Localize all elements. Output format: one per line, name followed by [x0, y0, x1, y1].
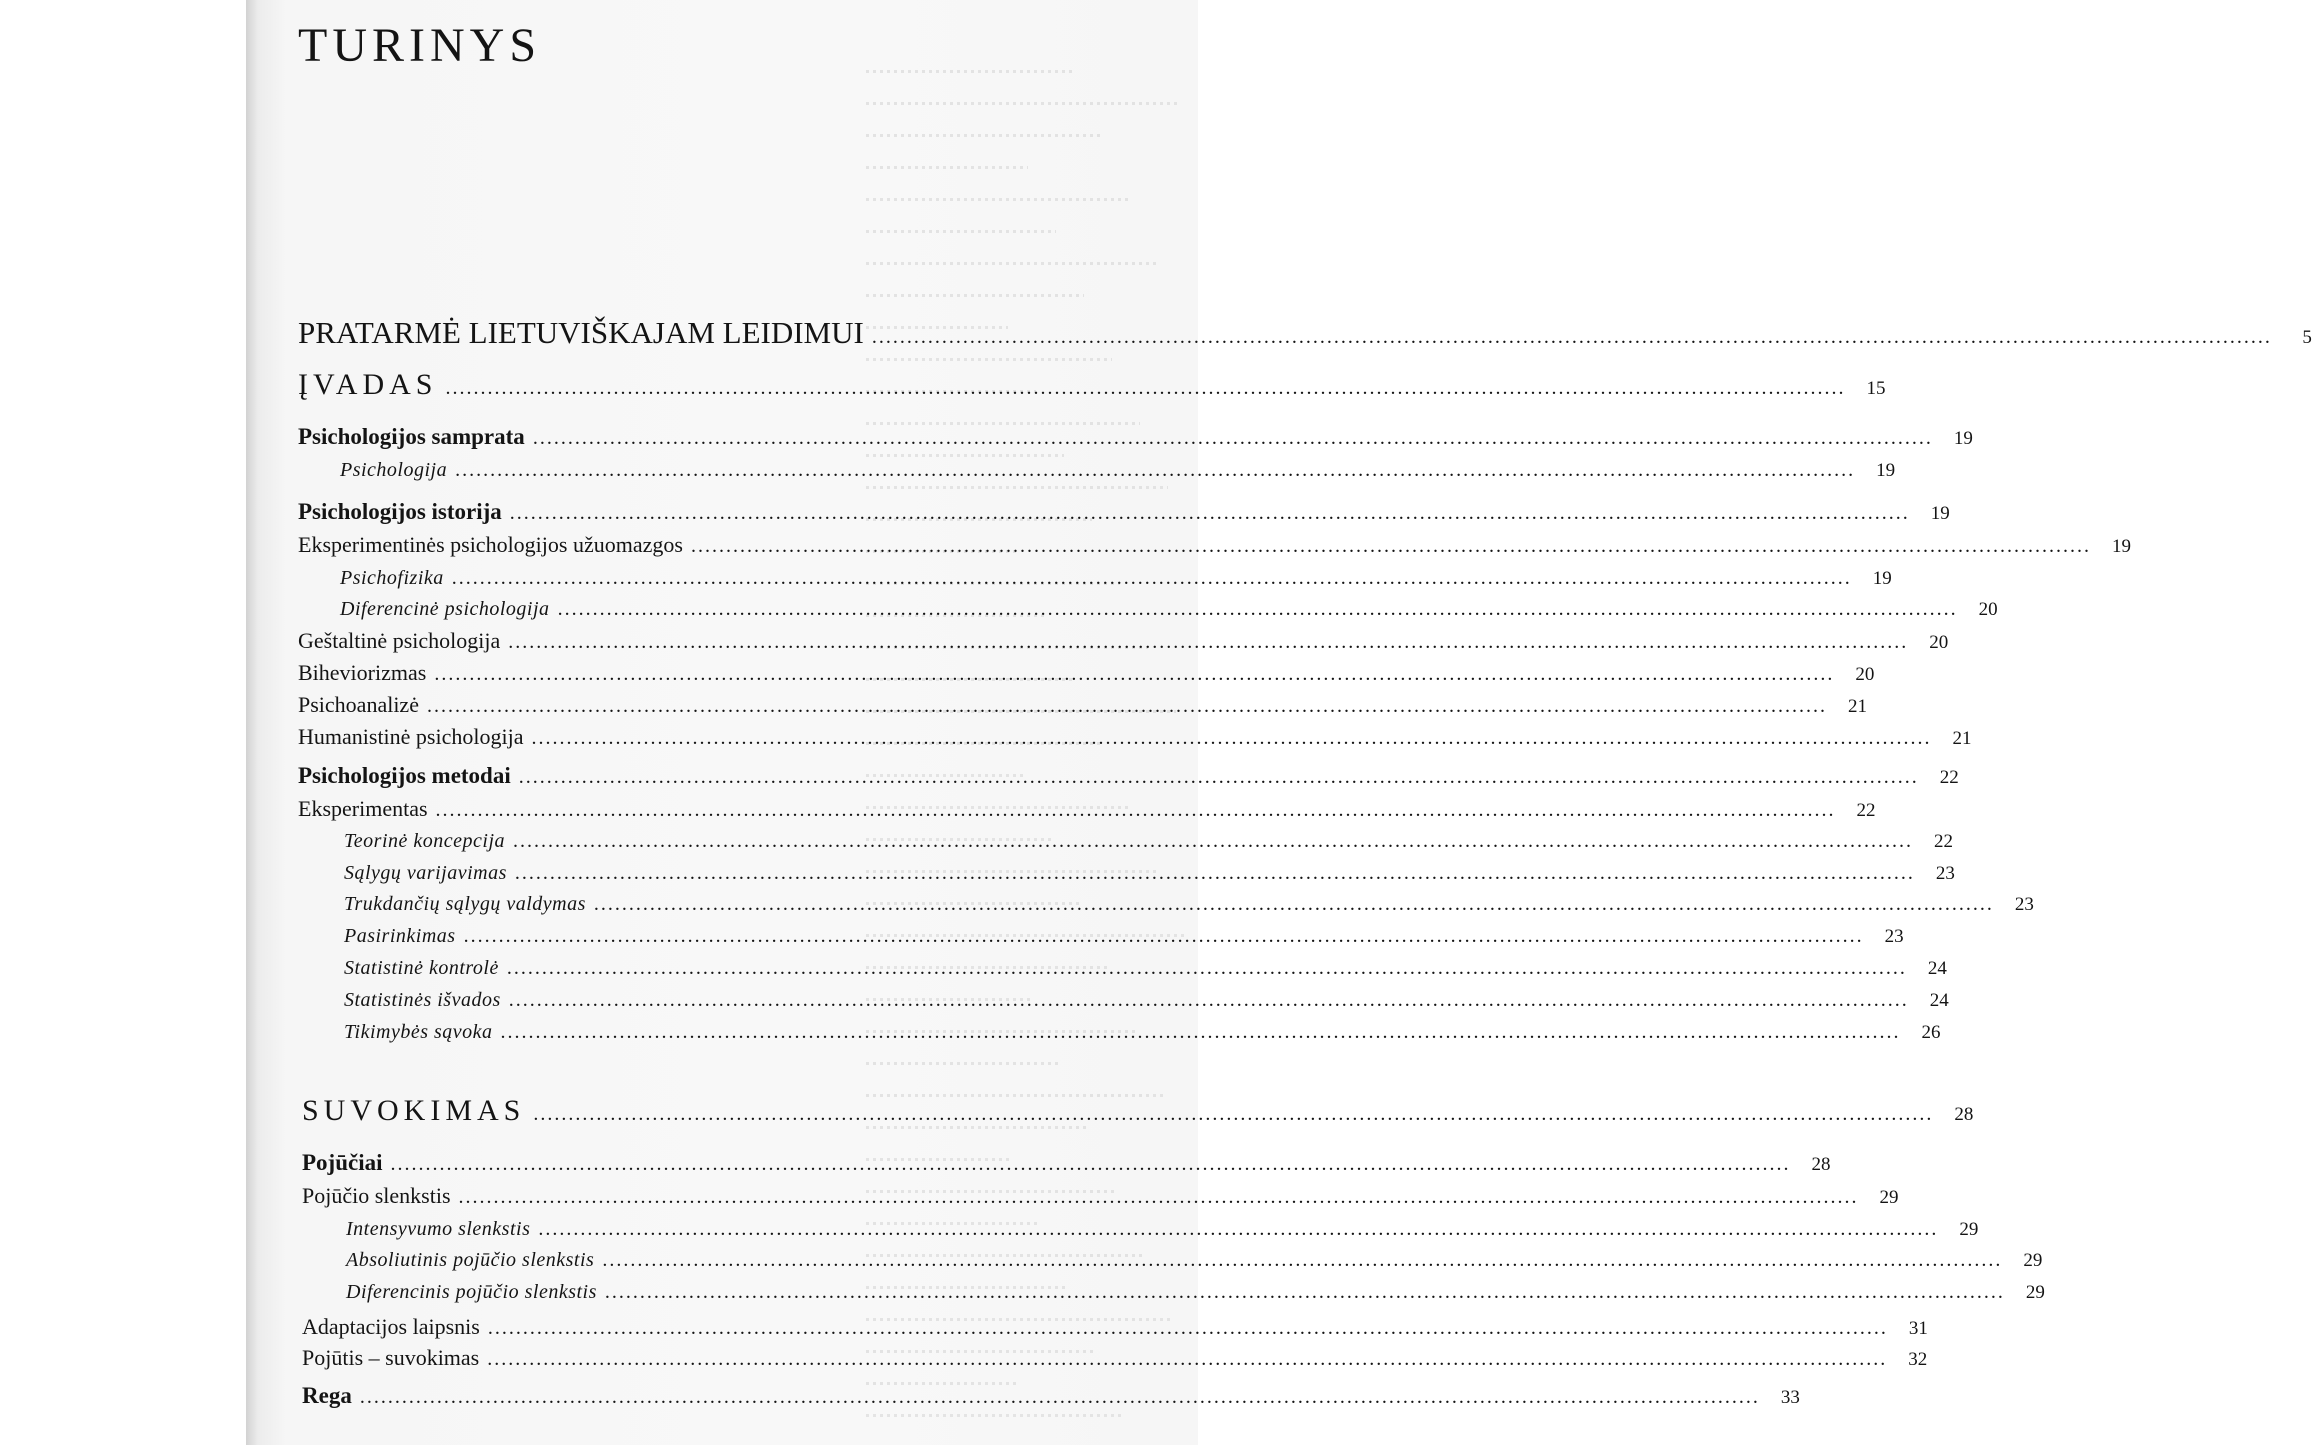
toc-entry-page-number: 28: [1811, 1154, 1831, 1175]
toc-entry: [344, 957, 1947, 980]
toc-entry-page-number: 29: [1959, 1219, 1979, 1240]
toc-entry: [298, 315, 2312, 351]
toc-entry-page-number: 22: [1934, 831, 1954, 852]
toc-entry-title: Adaptacijos laipsnis: [302, 1314, 480, 1339]
toc-entry-page-number: 20: [1929, 632, 1949, 653]
toc-entry-title: Teorinė koncepcija: [344, 830, 506, 852]
show-through-line: [866, 70, 1076, 73]
toc-entry-page-number: 21: [1952, 728, 1972, 749]
toc-entry-page-number: 5: [2302, 327, 2312, 348]
toc-entry-title: Sąlygų varijavimas: [344, 862, 507, 884]
dot-leader: ........................................................................................................................................................................................................: [458, 1186, 1859, 1208]
toc-entry-page-number: 29: [2025, 1282, 2045, 1303]
dot-leader: ........................................................................................................................................................................................................: [508, 989, 1909, 1011]
dot-leader: ........................................................................................................................................................................................................: [532, 427, 1933, 449]
toc-entry-title: Psichofizika: [340, 567, 444, 589]
dot-leader: ........................................................................................................................................................................................................: [514, 862, 1915, 884]
toc-entry-title: SUVOKIMAS: [302, 1094, 526, 1127]
dot-leader: ........................................................................................................................................................................................................: [455, 459, 1856, 481]
toc-entry-page-number: 33: [1780, 1387, 1800, 1408]
toc-entry-page-number: 22: [1856, 800, 1876, 821]
toc-entry: [302, 1094, 1974, 1128]
dot-leader: ........................................................................................................................................................................................................: [531, 727, 1932, 749]
show-through-line: [866, 134, 1104, 137]
toc-entry: [298, 692, 1867, 718]
toc-entry-page-number: 23: [1935, 863, 1955, 884]
toc-entry-page-number: 26: [1921, 1022, 1941, 1043]
toc-entry-page-number: 22: [1939, 767, 1959, 788]
show-through-line: [866, 454, 1064, 457]
show-through-line: [866, 486, 1168, 489]
toc-entry-title: Psichologijos istorija: [298, 499, 502, 524]
dot-leader: ........................................................................................................................................................................................................: [506, 957, 1907, 979]
toc-entry-title: Intensyvumo slenkstis: [346, 1218, 531, 1240]
toc-entry-page-number: 23: [2014, 894, 2034, 915]
toc-entry-title: Eksperimentas: [298, 796, 428, 821]
dot-leader: ........................................................................................................................................................................................................: [487, 1317, 1888, 1339]
toc-entry-title: ĮVADAS: [298, 368, 438, 401]
toc-entry: [298, 628, 1949, 654]
toc-entry: [346, 1281, 2045, 1304]
toc-entry-page-number: 19: [1953, 428, 1973, 449]
toc-entry: [298, 532, 2131, 558]
dot-leader: ........................................................................................................................................................................................................: [557, 598, 1958, 620]
toc-entry: [344, 862, 1955, 885]
book-page: [246, 0, 2312, 1445]
toc-entry-title: Rega: [302, 1383, 352, 1408]
toc-entry: [340, 567, 1892, 590]
toc-entry: [344, 1021, 1941, 1044]
toc-entry-title: Geštaltinė psichologija: [298, 628, 501, 653]
toc-entry-title: Biheviorizmas: [298, 660, 427, 685]
toc-entry-title: Statistinė kontrolė: [344, 957, 499, 979]
toc-entry: [344, 830, 1954, 853]
show-through-line: [866, 1062, 1060, 1065]
toc-entry: [346, 1218, 1979, 1241]
toc-entry-page-number: 20: [1855, 664, 1875, 685]
toc-entry: [302, 1383, 1800, 1409]
dot-leader: ........................................................................................................................................................................................................: [487, 1348, 1888, 1370]
toc-entry-page-number: 23: [1884, 926, 1904, 947]
toc-entry: [298, 796, 1876, 822]
toc-entry-page-number: 29: [1879, 1187, 1899, 1208]
toc-entry: [298, 499, 1950, 525]
toc-entry: [302, 1314, 1928, 1340]
toc-entry-title: Diferencinė psichologija: [340, 598, 550, 620]
toc-entry: [298, 424, 1973, 450]
dot-leader: ........................................................................................................................................................................................................: [500, 1021, 1901, 1043]
dot-leader: ........................................................................................................................................................................................................: [871, 326, 2272, 348]
dot-leader: ........................................................................................................................................................................................................: [435, 799, 1836, 821]
toc-entry-page-number: 15: [1866, 378, 1886, 399]
show-through-line: [866, 102, 1180, 105]
toc-entry: [346, 1249, 2043, 1272]
dot-leader: ........................................................................................................................................................................................................: [508, 631, 1909, 653]
toc-entry-title: Trukdančių sąlygų valdymas: [344, 893, 586, 915]
toc-entry: [340, 459, 1896, 482]
toc-entry-page-number: 20: [1978, 599, 1998, 620]
toc-entry-title: Pojūtis – suvokimas: [302, 1345, 480, 1370]
dot-leader: ........................................................................................................................................................................................................: [463, 925, 1864, 947]
toc-entry-page-number: 32: [1908, 1349, 1928, 1370]
toc-entry-title: Tikimybės sąvoka: [344, 1021, 493, 1043]
toc-entry-page-number: 24: [1927, 958, 1947, 979]
dot-leader: ........................................................................................................................................................................................................: [445, 377, 1846, 399]
toc-entry-page-number: 19: [2111, 536, 2131, 557]
toc-entry-title: Psichologijos samprata: [298, 424, 525, 449]
dot-leader: ........................................................................................................................................................................................................: [533, 1103, 1934, 1125]
toc-entry-title: Pojūčiai: [302, 1150, 383, 1175]
toc-entry-title: Absoliutinis pojūčio slenkstis: [346, 1249, 595, 1271]
show-through-line: [866, 1414, 1124, 1417]
toc-entry: [298, 368, 1886, 402]
toc-entry-page-number: 31: [1908, 1318, 1928, 1339]
toc-entry-page-number: 24: [1929, 990, 1949, 1011]
show-through-line: [866, 166, 1028, 169]
toc-entry-title: Eksperimentinės psichologijos užuomazgos: [298, 532, 683, 557]
show-through-line: [866, 262, 1160, 265]
toc-entry: [344, 893, 2034, 916]
toc-entry-title: Pojūčio slenkstis: [302, 1183, 451, 1208]
dot-leader: ........................................................................................................................................................................................................: [509, 502, 1910, 524]
toc-entry-title: Psichoanalizė: [298, 692, 419, 717]
page-title: TURINYS: [298, 19, 542, 72]
toc-entry: [302, 1345, 1928, 1371]
toc-entry-page-number: 19: [1876, 460, 1896, 481]
dot-leader: ........................................................................................................................................................................................................: [593, 893, 1994, 915]
dot-leader: ........................................................................................................................................................................................................: [434, 663, 1835, 685]
toc-entry-page-number: 19: [1930, 503, 1950, 524]
show-through-line: [866, 358, 1112, 361]
toc-entry: [302, 1183, 1899, 1209]
toc-entry-title: PRATARMĖ LIETUVIŠKAJAM LEIDIMUI: [298, 315, 864, 350]
toc-entry-title: Pasirinkimas: [344, 925, 456, 947]
toc-entry-title: Psichologija: [340, 459, 448, 481]
toc-entry-title: Diferencinis pojūčio slenkstis: [346, 1281, 597, 1303]
toc-entry-title: Humanistinė psichologija: [298, 724, 524, 749]
dot-leader: ........................................................................................................................................................................................................: [451, 567, 1852, 589]
dot-leader: ........................................................................................................................................................................................................: [604, 1281, 2005, 1303]
dot-leader: ........................................................................................................................................................................................................: [602, 1249, 2003, 1271]
toc-entry: [298, 763, 1959, 789]
dot-leader: ........................................................................................................................................................................................................: [518, 766, 1919, 788]
toc-entry: [344, 925, 1904, 948]
toc-entry: [298, 660, 1875, 686]
toc-entry: [302, 1150, 1831, 1176]
dot-leader: ........................................................................................................................................................................................................: [690, 535, 2091, 557]
dot-leader: ........................................................................................................................................................................................................: [513, 830, 1914, 852]
dot-leader: ........................................................................................................................................................................................................: [359, 1386, 1760, 1408]
dot-leader: ........................................................................................................................................................................................................: [426, 695, 1827, 717]
toc-entry: [344, 989, 1949, 1012]
toc-entry-page-number: 29: [2023, 1250, 2043, 1271]
toc-entry-page-number: 21: [1847, 696, 1867, 717]
toc-entry: [340, 598, 1998, 621]
dot-leader: ........................................................................................................................................................................................................: [538, 1218, 1939, 1240]
show-through-line: [866, 198, 1132, 201]
toc-entry: [298, 724, 1972, 750]
toc-entry-page-number: 19: [1872, 568, 1892, 589]
dot-leader: ........................................................................................................................................................................................................: [390, 1153, 1791, 1175]
show-through-line: [866, 294, 1084, 297]
toc-entry-title: Psichologijos metodai: [298, 763, 511, 788]
toc-entry-title: Statistinės išvados: [344, 989, 501, 1011]
show-through-line: [866, 230, 1056, 233]
toc-entry-page-number: 28: [1954, 1104, 1974, 1125]
